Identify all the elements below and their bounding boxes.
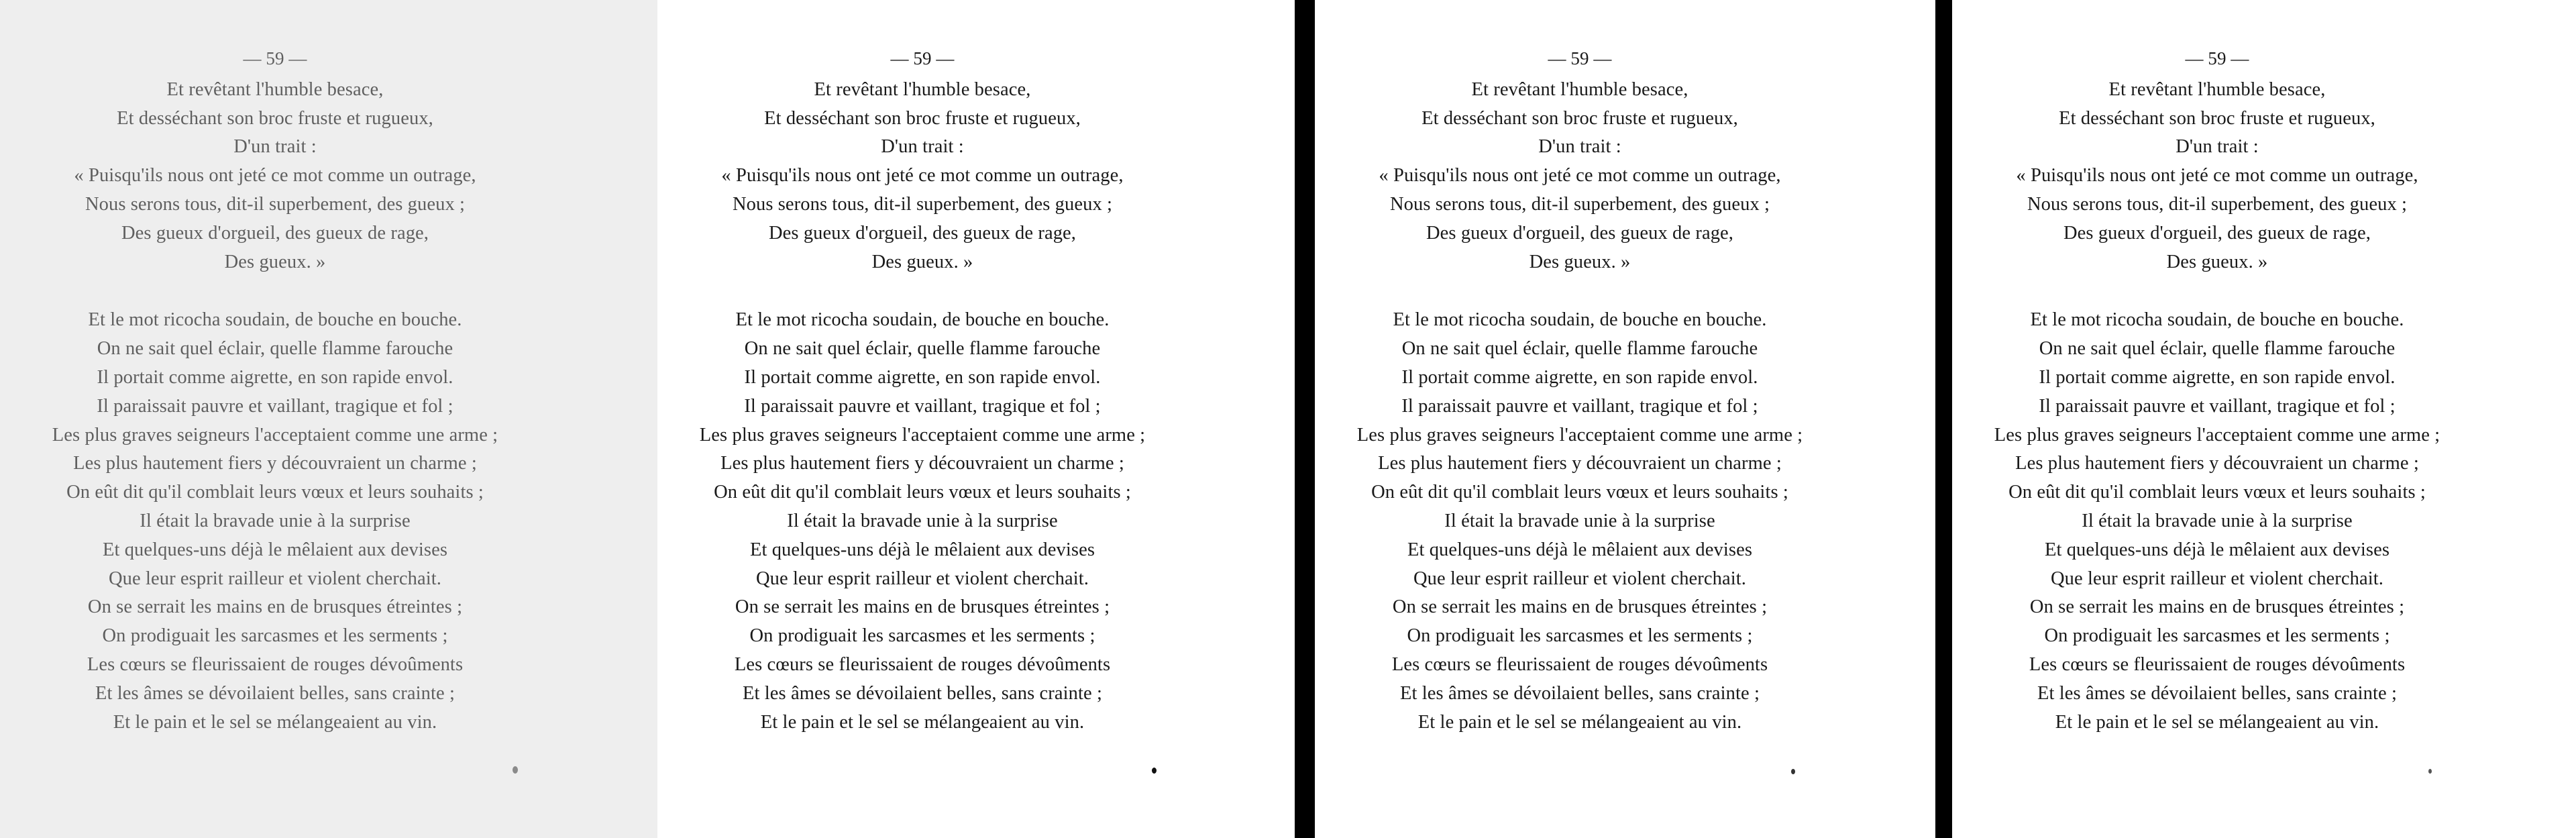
poem-line: Et le pain et le sel se mélangeaient au vin.: [1417, 711, 1742, 733]
poem-line: Des gueux. »: [224, 251, 326, 272]
poem-line: Nous serons tous, dit-il superbement, des gueux ;: [85, 193, 466, 215]
poem-line: Et les âmes se dévoilaient belles, sans crainte ;: [95, 682, 455, 704]
poem-line: Des gueux. »: [871, 251, 973, 272]
poem-line: Il portait comme aigrette, en son rapide envol.: [97, 366, 453, 388]
poem-line: Et desséchant son broc fruste et rugueux,: [1421, 107, 1738, 129]
poem-line: Les plus hautement fiers y découvraient un charme ;: [73, 453, 477, 474]
poem-line: D'un trait :: [2176, 136, 2259, 158]
poem-line: Des gueux d'orgueil, des gueux de rage,: [768, 222, 1077, 244]
stanza-1: [0, 76, 550, 277]
poem-line: On ne sait quel éclair, quelle flamme farouche: [744, 338, 1101, 360]
poem-line: Et le mot ricocha soudain, de bouche en bouche.: [735, 309, 1110, 331]
poem-line: Nous serons tous, dit-il superbement, des gueux ;: [2027, 193, 2408, 215]
page-panel-cleaned-3: [1952, 0, 2576, 838]
poem-line: Il portait comme aigrette, en son rapide envol.: [2039, 366, 2396, 388]
poem-line: Des gueux. »: [2166, 251, 2268, 272]
poem-line: On eût dit qu'il comblait leurs vœux et leurs souhaits ;: [714, 482, 1131, 503]
poem-line: Les plus graves seigneurs l'acceptaient comme une arme ;: [699, 424, 1146, 446]
poem-line: Il paraissait pauvre et vaillant, tragique et fol ;: [1401, 395, 1758, 417]
poem-text: [0, 44, 550, 737]
poem-line: Et le pain et le sel se mélangeaient au vin.: [2055, 711, 2379, 733]
poem-line: On prodiguait les sarcasmes et les serments ;: [1407, 625, 1753, 647]
poem-line: On ne sait quel éclair, quelle flamme farouche: [97, 338, 453, 360]
poem-line: On prodiguait les sarcasmes et les serments ;: [102, 625, 448, 647]
poem-line: On se serrait les mains en de brusques étreintes ;: [735, 596, 1110, 618]
poem-line: Il était la bravade unie à la surprise: [140, 510, 411, 531]
poem-line: On eût dit qu'il comblait leurs vœux et leurs souhaits ;: [1371, 482, 1788, 503]
poem-line: Et le pain et le sel se mélangeaient au vin.: [760, 711, 1085, 733]
poem-line: On prodiguait les sarcasmes et les serments ;: [749, 625, 1095, 647]
stanza-2: [0, 306, 550, 737]
poem-line: Il paraissait pauvre et vaillant, tragique et fol ;: [97, 395, 453, 417]
stanza-1: [1315, 76, 1845, 277]
stanza-gap: [1315, 276, 1845, 306]
stanza-gap: [1952, 276, 2482, 306]
poem-line: Et revêtant l'humble besace,: [2108, 78, 2326, 100]
poem-line: Et le pain et le sel se mélangeaient au vin.: [113, 711, 437, 733]
page-number: — 59 —: [890, 48, 955, 68]
poem-line: « Puisqu'ils nous ont jeté ce mot comme un outrage,: [1379, 165, 1781, 187]
poem-line: Que leur esprit railleur et violent cherchait.: [755, 568, 1089, 589]
poem-line: Des gueux d'orgueil, des gueux de rage,: [2063, 222, 2371, 244]
poem-line: Nous serons tous, dit-il superbement, des gueux ;: [732, 193, 1113, 215]
poem-line: Les plus graves seigneurs l'acceptaient comme une arme ;: [52, 424, 498, 446]
poem-line: D'un trait :: [1538, 136, 1621, 158]
poem-text: [1315, 44, 1845, 737]
poem-line: On ne sait quel éclair, quelle flamme farouche: [2039, 338, 2396, 360]
poem-line: Et desséchant son broc fruste et rugueux,: [117, 107, 433, 129]
poem-line: Et les âmes se dévoilaient belles, sans crainte ;: [2037, 682, 2397, 704]
poem-line: Les plus hautement fiers y découvraient un charme ;: [720, 453, 1124, 474]
poem-text: [1952, 44, 2482, 737]
poem-text: [657, 44, 1187, 737]
stanza-1: [1952, 76, 2482, 277]
poem-line: Et le mot ricocha soudain, de bouche en bouche.: [88, 309, 462, 331]
poem-line: Il paraissait pauvre et vaillant, tragique et fol ;: [2039, 395, 2396, 417]
poem-line: Et quelques-uns déjà le mêlaient aux devises: [102, 539, 448, 560]
poem-line: Et revêtant l'humble besace,: [814, 78, 1031, 100]
poem-line: Les cœurs se fleurissaient de rouges dévoûments: [2029, 653, 2406, 675]
poem-line: Et les âmes se dévoilaient belles, sans crainte ;: [1400, 682, 1760, 704]
page-number: — 59 —: [2185, 48, 2249, 68]
poem-line: Des gueux d'orgueil, des gueux de rage,: [121, 222, 429, 244]
poem-line: On prodiguait les sarcasmes et les serments ;: [2044, 625, 2390, 647]
poem-line: Les plus hautement fiers y découvraient un charme ;: [1378, 453, 1782, 474]
poem-line: Et quelques-uns déjà le mêlaient aux devises: [1407, 539, 1753, 560]
poem-line: Et quelques-uns déjà le mêlaient aux devises: [2044, 539, 2390, 560]
poem-line: On eût dit qu'il comblait leurs vœux et leurs souhaits ;: [2008, 482, 2426, 503]
poem-line: Il portait comme aigrette, en son rapide envol.: [744, 366, 1101, 388]
poem-line: « Puisqu'ils nous ont jeté ce mot comme un outrage,: [2016, 165, 2418, 187]
ink-speck: [2428, 769, 2432, 774]
stanza-2: [1315, 306, 1845, 737]
stanza-gap: [0, 276, 550, 306]
poem-line: Et le mot ricocha soudain, de bouche en bouche.: [1393, 309, 1767, 331]
poem-line: Les plus graves seigneurs l'acceptaient comme une arme ;: [1994, 424, 2440, 446]
poem-line: D'un trait :: [233, 136, 317, 158]
stanza-2: [657, 306, 1187, 737]
poem-line: Que leur esprit railleur et violent cherchait.: [108, 568, 442, 589]
poem-line: Que leur esprit railleur et violent cherchait.: [2050, 568, 2384, 589]
poem-line: Il était la bravade unie à la surprise: [787, 510, 1058, 531]
poem-line: Et revêtant l'humble besace,: [166, 78, 384, 100]
poem-line: Les plus hautement fiers y découvraient un charme ;: [2015, 453, 2419, 474]
poem-line: Il portait comme aigrette, en son rapide envol.: [1401, 366, 1758, 388]
poem-line: « Puisqu'ils nous ont jeté ce mot comme un outrage,: [721, 165, 1124, 187]
page-panel-original-scan: [0, 0, 657, 838]
poem-line: Et le mot ricocha soudain, de bouche en bouche.: [2030, 309, 2404, 331]
poem-line: Les cœurs se fleurissaient de rouges dévoûments: [87, 653, 464, 675]
poem-line: Et revêtant l'humble besace,: [1471, 78, 1688, 100]
poem-line: Et les âmes se dévoilaient belles, sans crainte ;: [743, 682, 1102, 704]
poem-line: Et desséchant son broc fruste et rugueux,: [2059, 107, 2375, 129]
poem-line: Et desséchant son broc fruste et rugueux,: [764, 107, 1081, 129]
poem-line: On se serrait les mains en de brusques étreintes ;: [87, 596, 463, 618]
poem-line: On se serrait les mains en de brusques étreintes ;: [2029, 596, 2405, 618]
page-panel-cleaned-1: [657, 0, 1295, 838]
poem-line: Des gueux d'orgueil, des gueux de rage,: [1426, 222, 1734, 244]
poem-line: Et quelques-uns déjà le mêlaient aux devises: [749, 539, 1095, 560]
poem-line: On eût dit qu'il comblait leurs vœux et leurs souhaits ;: [66, 482, 484, 503]
ink-speck: [1152, 768, 1157, 774]
poem-line: On ne sait quel éclair, quelle flamme farouche: [1401, 338, 1758, 360]
stanza-1: [657, 76, 1187, 277]
poem-line: Il était la bravade unie à la surprise: [2082, 510, 2353, 531]
poem-line: D'un trait :: [881, 136, 964, 158]
poem-line: Il paraissait pauvre et vaillant, tragique et fol ;: [744, 395, 1101, 417]
poem-line: Nous serons tous, dit-il superbement, des gueux ;: [1389, 193, 1770, 215]
poem-line: Les cœurs se fleurissaient de rouges dévoûments: [734, 653, 1111, 675]
page-number: — 59 —: [1548, 48, 1612, 68]
stanza-gap: [657, 276, 1187, 306]
poem-line: On se serrait les mains en de brusques étreintes ;: [1392, 596, 1768, 618]
ink-speck: [513, 766, 518, 774]
page-panel-cleaned-2: [1315, 0, 1935, 838]
poem-line: « Puisqu'ils nous ont jeté ce mot comme un outrage,: [74, 165, 476, 187]
poem-line: Des gueux. »: [1529, 251, 1631, 272]
poem-line: Que leur esprit railleur et violent cherchait.: [1413, 568, 1747, 589]
stanza-2: [1952, 306, 2482, 737]
poem-line: Il était la bravade unie à la surprise: [1444, 510, 1715, 531]
poem-line: Les plus graves seigneurs l'acceptaient comme une arme ;: [1356, 424, 1803, 446]
ink-speck: [1791, 769, 1795, 774]
poem-line: Les cœurs se fleurissaient de rouges dévoûments: [1391, 653, 1768, 675]
page-number: — 59 —: [243, 48, 307, 68]
